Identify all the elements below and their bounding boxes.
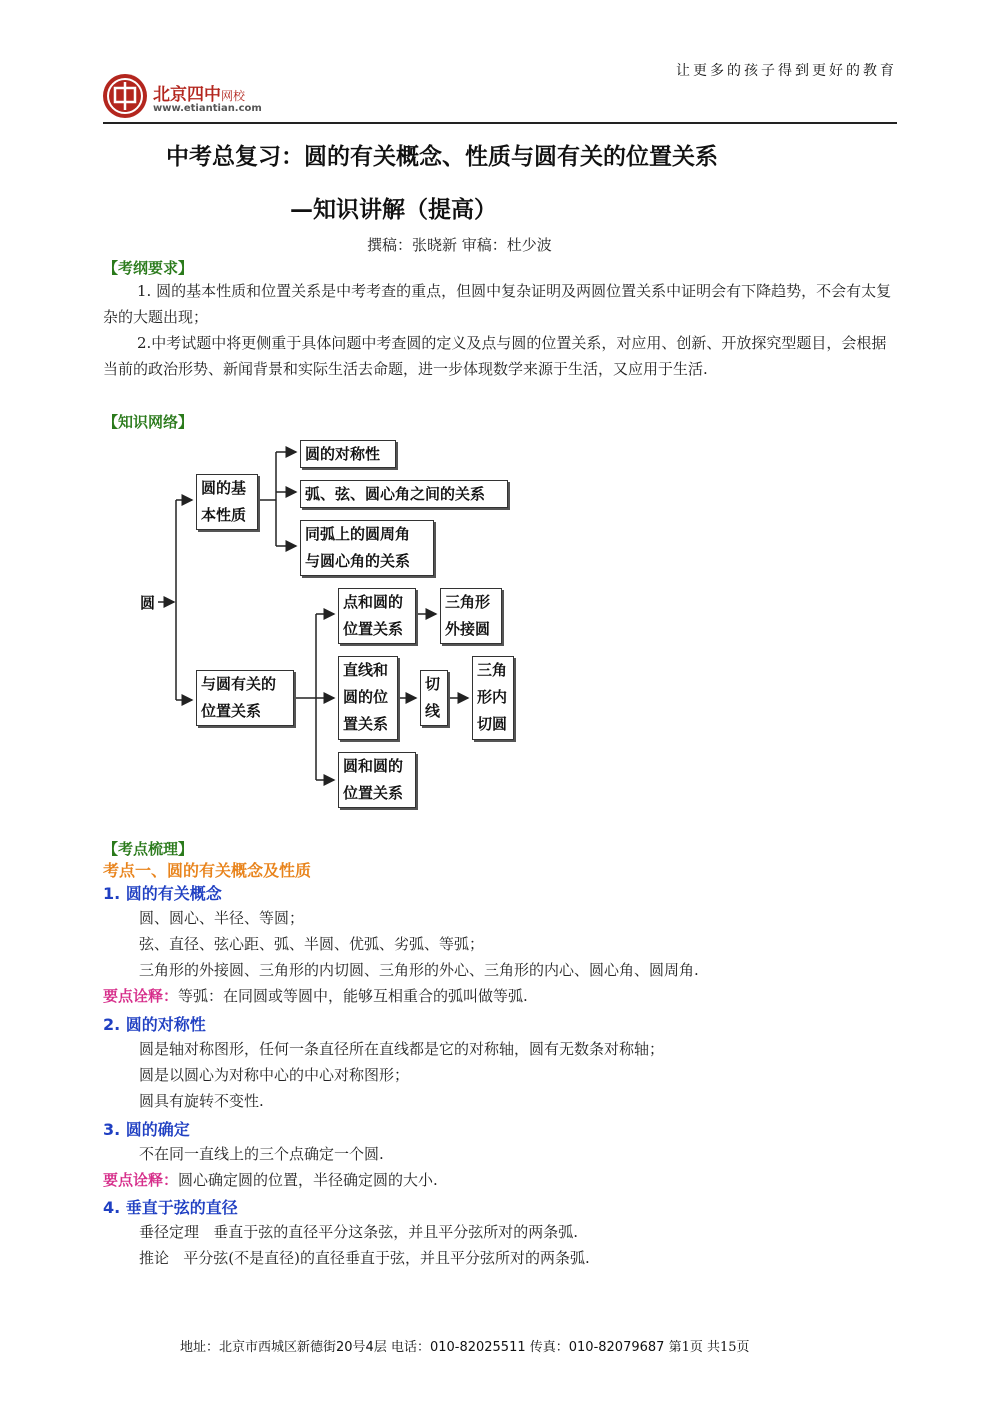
syllabus-paragraph-2: 2.中考试题中将更侧重于具体问题中考查圆的定义及点与圆的位置关系，对应用、创新、开放探究型题目，会根据当前的政治形势、新闻背景和实际生活去命题，进一步体现数学来源于生活，又应用于生活. [103, 334, 887, 378]
header-slogan: 让更多的孩子得到更好的教育 [676, 63, 897, 79]
section-4-line-2: 推论 平分弦(不是直径)的直径垂直于弦，并且平分弦所对的两条弧. [139, 1249, 590, 1267]
authors: 撰稿：张晓新 审稿：杜少波 [367, 236, 552, 254]
section-2-title: 2. 圆的对称性 [103, 1015, 206, 1034]
node-incircle-line-2: 形内 [477, 688, 508, 706]
section-2-line-2: 圆是以圆心为对称中心的中心对称图形； [139, 1066, 410, 1084]
node-tangent-line-1: 切 [425, 675, 441, 693]
node-position-relations [196, 670, 294, 726]
note-1-text: 等弧：在同圆或等圆中，能够互相重合的弧叫做等弧. [178, 987, 528, 1005]
note-2-label: 要点诠释： [103, 1171, 179, 1189]
footer-address: 地址：北京市西城区新德街20号4层 电话：010-82025511 传真：010-82079687 [180, 1340, 665, 1355]
node-arc-chord-angle: 弧、弦、圆心角之间的关系 [300, 480, 508, 508]
syllabus-paragraph-1: 1. 圆的基本性质和位置关系是中考考查的重点，但圆中复杂证明及两圆位置关系中证明会有下降趋势，不会有太复杂的大题出现； [103, 282, 892, 326]
node-position-line-2: 位置关系 [201, 702, 262, 720]
node-circle: 圆 [140, 594, 156, 612]
node-symmetry: 圆的对称性 [300, 440, 396, 468]
node-line-circle-line-1: 直线和 [343, 661, 389, 679]
note-1-label: 要点诠释： [103, 987, 179, 1005]
node-circle-circle-line-2: 位置关系 [343, 784, 404, 802]
node-circumcircle-line-1: 三角形 [445, 593, 491, 611]
node-tangent-line-2: 线 [425, 702, 441, 720]
node-incircle-line-3: 切圆 [477, 715, 508, 733]
node-inscribed-line-2: 与圆心角的关系 [305, 552, 411, 570]
syllabus-heading: 【考纲要求】 [103, 259, 194, 277]
node-circle-circle [338, 752, 416, 808]
node-incircle-line-1: 三角 [477, 661, 508, 679]
node-inscribed-angle [300, 520, 434, 576]
section-4-title: 4. 垂直于弦的直径 [103, 1198, 238, 1217]
section-1-line-3: 三角形的外接圆、三角形的内切圆、三角形的外心、三角形的内心、圆心角、圆周角. [139, 961, 699, 979]
node-circle-circle-line-1: 圆和圆的 [343, 757, 404, 775]
page-title: 中考总复习：圆的有关概念、性质与圆有关的位置关系 [166, 143, 718, 170]
section-1-title: 1. 圆的有关概念 [103, 884, 222, 903]
node-point-circle-line-1: 点和圆的 [343, 593, 404, 611]
section-3-line-1: 不在同一直线上的三个点确定一个圆. [139, 1145, 384, 1163]
footer-page-number: 第1页 共15页 [668, 1340, 750, 1355]
node-basic-line-1: 圆的基 [201, 479, 247, 497]
node-inscribed-line-1: 同弧上的圆周角 [305, 525, 411, 543]
section-2-line-3: 圆具有旋转不变性. [139, 1092, 264, 1110]
node-circumcircle-line-2: 外接圆 [445, 620, 491, 638]
note-1 [103, 985, 528, 1006]
section-3-title: 3. 圆的确定 [103, 1120, 190, 1139]
node-tangent [420, 670, 448, 726]
section-1-line-1: 圆、圆心、半径、等圆； [139, 909, 305, 927]
node-circumcircle [440, 588, 502, 644]
page-subtitle: —知识讲解（提高） [290, 196, 497, 223]
network-heading: 【知识网络】 [103, 413, 194, 431]
note-2 [103, 1169, 438, 1190]
node-basic-properties [196, 474, 258, 530]
header-divider [103, 122, 897, 124]
node-basic-line-2: 本性质 [201, 506, 247, 524]
knowledge-network-diagram [130, 436, 530, 816]
section-4-line-1: 垂径定理 垂直于弦的直径平分这条弦，并且平分弦所对的两条弧. [139, 1223, 579, 1241]
note-2-text: 圆心确定圆的位置，半径确定圆的大小. [178, 1171, 438, 1189]
logo-url: www.etiantian.com [153, 103, 262, 114]
node-line-circle-line-3: 置关系 [343, 715, 389, 733]
node-position-line-1: 与圆有关的 [201, 675, 277, 693]
node-point-circle-line-2: 位置关系 [343, 620, 404, 638]
logo-badge-icon [103, 74, 147, 118]
node-line-circle [338, 656, 398, 740]
section-2-line-1: 圆是轴对称图形，任何一条直径所在直线都是它的对称轴，圆有无数条对称轴； [139, 1040, 665, 1058]
school-logo [103, 74, 283, 124]
section-1-line-2: 弦、直径、弦心距、弧、半圆、优弧、劣弧、等弧； [139, 935, 485, 953]
points-heading: 【考点梳理】 [103, 840, 194, 858]
topic-1-heading: 考点一、圆的有关概念及性质 [103, 861, 312, 880]
logo-name: 北京四中网校 [153, 85, 246, 105]
node-line-circle-line-2: 圆的位 [343, 688, 389, 706]
node-incircle [472, 656, 514, 740]
node-point-circle [338, 588, 416, 644]
page-footer [180, 1336, 750, 1355]
